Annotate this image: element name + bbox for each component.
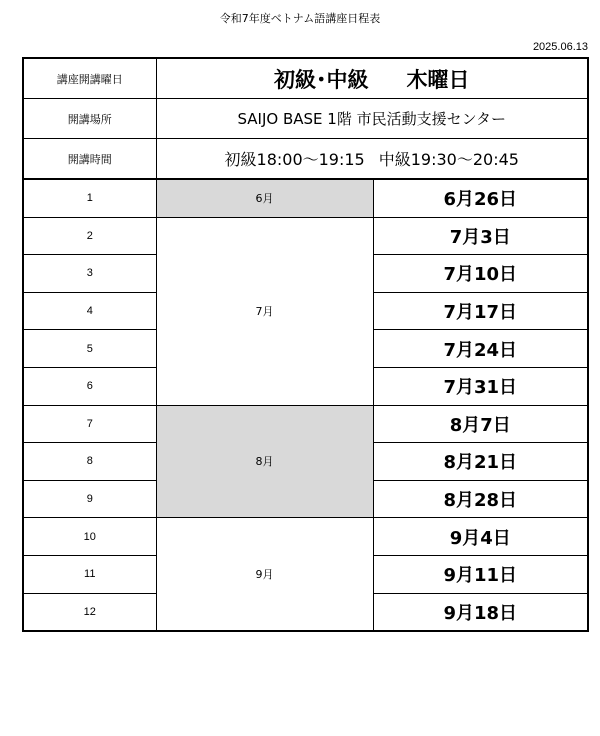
header-row-venue xyxy=(23,99,588,139)
session-number: 7 xyxy=(23,405,156,443)
time-value xyxy=(156,139,588,180)
level-text: 初級･中級 xyxy=(274,67,369,92)
session-date: 7月31日 xyxy=(373,367,588,405)
session-date: 6月26日 xyxy=(373,179,588,217)
session-date: 8月7日 xyxy=(373,405,588,443)
document-date: 2025.06.13 xyxy=(532,41,588,53)
session-number: 12 xyxy=(23,593,156,631)
session-date: 8月28日 xyxy=(373,480,588,518)
time-label: 開講時間 xyxy=(23,139,156,180)
session-number: 11 xyxy=(23,555,156,593)
venue-label: 開講場所 xyxy=(23,99,156,139)
month-cell-august: 8月 xyxy=(156,405,373,518)
session-date: 9月18日 xyxy=(373,593,588,631)
day-label: 講座開講曜日 xyxy=(23,58,156,99)
table-row xyxy=(23,518,588,556)
day-value xyxy=(156,58,588,99)
table-row xyxy=(23,405,588,443)
session-number: 2 xyxy=(23,217,156,255)
time-beginner: 初級18:00～19:15 xyxy=(224,150,365,169)
header-row-time xyxy=(23,139,588,180)
session-date: 9月4日 xyxy=(373,518,588,556)
session-number: 8 xyxy=(23,443,156,481)
session-date: 7月10日 xyxy=(373,255,588,293)
session-date: 7月3日 xyxy=(373,217,588,255)
session-date: 9月11日 xyxy=(373,555,588,593)
session-date: 7月17日 xyxy=(373,292,588,330)
session-date: 7月24日 xyxy=(373,330,588,368)
month-cell-june: 6月 xyxy=(156,179,373,217)
time-intermediate: 中級19:30～20:45 xyxy=(378,150,519,169)
venue-value: SAIJO BASE 1階 市民活動支援センター xyxy=(156,99,588,139)
session-number: 1 xyxy=(23,179,156,217)
session-date: 8月21日 xyxy=(373,443,588,481)
document-title: 令和7年度ベトナム語講座日程表 xyxy=(219,12,381,25)
month-cell-july: 7月 xyxy=(156,217,373,405)
month-cell-september: 9月 xyxy=(156,518,373,631)
table-row xyxy=(23,217,588,255)
schedule-table xyxy=(22,57,589,632)
session-number: 5 xyxy=(23,330,156,368)
session-number: 3 xyxy=(23,255,156,293)
session-number: 6 xyxy=(23,367,156,405)
session-number: 4 xyxy=(23,292,156,330)
session-number: 10 xyxy=(23,518,156,556)
table-row xyxy=(23,179,588,217)
session-number: 9 xyxy=(23,480,156,518)
header-row-day xyxy=(23,58,588,99)
weekday-text: 木曜日 xyxy=(406,67,470,92)
